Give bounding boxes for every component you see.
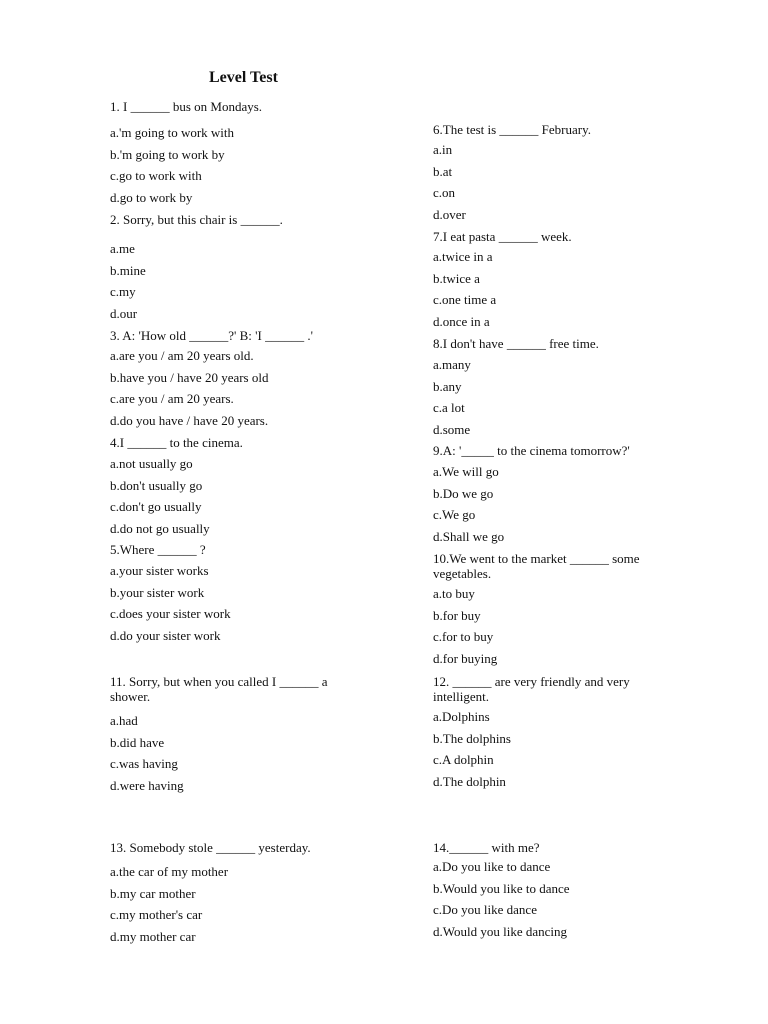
option-text: b.twice a (433, 270, 480, 286)
answer-options (110, 122, 234, 208)
question-6 (433, 122, 753, 222)
answer-options (110, 345, 268, 431)
option-text: d.our (110, 305, 138, 321)
answer-option (433, 246, 496, 268)
answer-options (433, 461, 504, 547)
answer-option (110, 303, 146, 325)
answer-option (433, 483, 504, 505)
option-text: d.go to work by (110, 189, 193, 205)
option-text: d.do your sister work (110, 627, 221, 643)
answer-option (433, 204, 466, 226)
page-title: Level Test (209, 69, 278, 86)
option-text: d.for buying (433, 650, 498, 666)
answer-option (110, 904, 228, 926)
option-text: c.for to buy (433, 629, 494, 645)
answer-options (433, 706, 511, 792)
question-stem: 6.The test is ______ February. (433, 122, 592, 137)
answer-option (110, 883, 228, 905)
answer-options (110, 710, 184, 796)
answer-option (433, 648, 497, 670)
answer-option (110, 388, 268, 410)
answer-option (433, 311, 496, 333)
question-stem: 2. Sorry, but this chair is ______. (110, 212, 283, 227)
option-text: b.have you / have 20 years old (110, 369, 269, 385)
answer-option (110, 238, 146, 260)
answer-option (433, 289, 496, 311)
option-text: a.Dolphins (433, 709, 490, 724)
answer-option (110, 410, 268, 432)
answer-option (433, 856, 570, 878)
question-stem: 4.I ______ to the cinema. (110, 435, 243, 450)
answer-option (110, 453, 210, 475)
answer-option (433, 921, 570, 943)
option-text: b.my car mother (110, 885, 196, 901)
answer-option (110, 710, 184, 732)
question-stem: 1. I ______ bus on Mondays. (110, 99, 263, 114)
answer-option (110, 753, 184, 775)
option-text: d.The dolphin (433, 773, 506, 789)
question-stem: 13. Somebody stole ______ yesterday. (110, 840, 311, 855)
option-text: d.over (433, 206, 466, 222)
question-14 (433, 840, 753, 939)
answer-option (433, 749, 511, 771)
answer-option (110, 518, 210, 540)
option-text: c.A dolphin (433, 752, 494, 768)
option-text: b.mine (110, 262, 146, 278)
option-text: a.'m going to work with (110, 125, 235, 140)
option-text: a.We will go (433, 464, 499, 479)
question-10 (433, 551, 713, 666)
answer-option (433, 161, 466, 183)
option-text: c.are you / am 20 years. (110, 391, 234, 407)
option-text: d.do you have / have 20 years. (110, 412, 269, 428)
option-text: c.on (433, 185, 456, 201)
option-text: d.do not go usually (110, 520, 210, 536)
answer-option (433, 526, 504, 548)
question-stem: 9.A: '_____ to the cinema tomorrow?' (433, 443, 630, 458)
option-text: a.in (433, 142, 453, 157)
option-text: a.your sister works (110, 563, 209, 578)
answer-option (433, 771, 511, 793)
question-12 (433, 674, 713, 789)
answer-option (433, 728, 511, 750)
answer-option (433, 706, 511, 728)
question-stem: 7.I eat pasta ______ week. (433, 229, 572, 244)
answer-option (110, 560, 231, 582)
option-text: a.not usually go (110, 456, 193, 471)
question-stem: 8.I don't have ______ free time. (433, 336, 599, 351)
question-stem: 5.Where ______ ? (110, 542, 206, 557)
answer-options (110, 453, 210, 539)
answer-option (433, 419, 471, 441)
option-text: c.don't go usually (110, 499, 202, 515)
answer-option (110, 144, 234, 166)
answer-option (433, 583, 497, 605)
option-text: b.for buy (433, 607, 481, 623)
answer-option (110, 122, 234, 144)
question-9 (433, 443, 753, 544)
answer-option (110, 861, 228, 883)
answer-option (110, 165, 234, 187)
answer-options (110, 560, 231, 646)
option-text: c.We go (433, 507, 476, 523)
option-text: b.Do we go (433, 485, 494, 501)
answer-option (433, 504, 504, 526)
option-text: b.don't usually go (110, 477, 203, 493)
option-text: c.go to work with (110, 168, 202, 184)
option-text: b.Would you like to dance (433, 880, 570, 896)
option-text: d.were having (110, 777, 184, 793)
option-text: a.to buy (433, 586, 475, 601)
question-8 (433, 336, 753, 437)
answer-option (433, 268, 496, 290)
option-text: a.the car of my mother (110, 864, 229, 879)
answer-option (110, 926, 228, 948)
question-2 (110, 212, 450, 321)
option-text: b.any (433, 378, 462, 394)
answer-option (433, 354, 471, 376)
option-text: d.Would you like dancing (433, 923, 567, 939)
answer-option (110, 187, 234, 209)
answer-options (110, 861, 228, 947)
answer-options (433, 246, 496, 332)
answer-option (110, 625, 231, 647)
option-text: c.my mother's car (110, 907, 203, 923)
answer-option (433, 605, 497, 627)
question-stem: 12. ______ are very friendly and very intelligent. (433, 674, 630, 704)
answer-options (433, 856, 570, 942)
answer-option (110, 475, 210, 497)
answer-option (110, 582, 231, 604)
option-text: b.'m going to work by (110, 146, 225, 162)
question-stem: 11. Sorry, but when you called I ______ a shower. (110, 674, 328, 704)
question-13 (110, 840, 450, 944)
question-11 (110, 674, 410, 793)
answer-option (110, 367, 268, 389)
answer-options (433, 354, 471, 440)
answer-options (110, 238, 146, 324)
answer-option (110, 345, 268, 367)
option-text: c.one time a (433, 292, 497, 308)
answer-option (110, 775, 184, 797)
answer-option (110, 603, 231, 625)
answer-options (433, 583, 497, 669)
option-text: a.are you / am 20 years old. (110, 348, 254, 363)
question-4 (110, 435, 450, 536)
answer-option (110, 732, 184, 754)
option-text: d.once in a (433, 313, 490, 329)
answer-option (433, 461, 504, 483)
option-text: c.was having (110, 756, 178, 772)
option-text: d.Shall we go (433, 528, 505, 544)
answer-option (433, 139, 466, 161)
question-stem: 3. A: 'How old ______?' B: 'I ______ .' (110, 328, 313, 343)
option-text: c.my (110, 284, 136, 300)
question-7 (433, 229, 753, 329)
answer-option (110, 281, 146, 303)
answer-options (433, 139, 466, 225)
option-text: a.many (433, 357, 471, 372)
question-stem: 10.We went to the market ______ some vegetables. (433, 551, 640, 581)
option-text: d.some (433, 421, 471, 437)
option-text: a.twice in a (433, 249, 493, 264)
question-5 (110, 542, 450, 643)
option-text: a.had (110, 713, 138, 728)
option-text: b.at (433, 163, 453, 179)
answer-option (110, 260, 146, 282)
answer-option (433, 899, 570, 921)
option-text: c.a lot (433, 400, 465, 416)
question-stem: 14.______ with me? (433, 840, 540, 855)
option-text: b.The dolphins (433, 730, 511, 746)
answer-option (110, 496, 210, 518)
answer-option (433, 626, 497, 648)
answer-option (433, 376, 471, 398)
answer-option (433, 182, 466, 204)
answer-option (433, 878, 570, 900)
option-text: b.your sister work (110, 584, 205, 600)
option-text: c.Do you like dance (433, 902, 537, 918)
option-text: a.Do you like to dance (433, 859, 551, 874)
option-text: d.my mother car (110, 928, 196, 944)
option-text: c.does your sister work (110, 606, 231, 622)
answer-option (433, 397, 471, 419)
option-text: b.did have (110, 734, 165, 750)
option-text: a.me (110, 241, 135, 256)
